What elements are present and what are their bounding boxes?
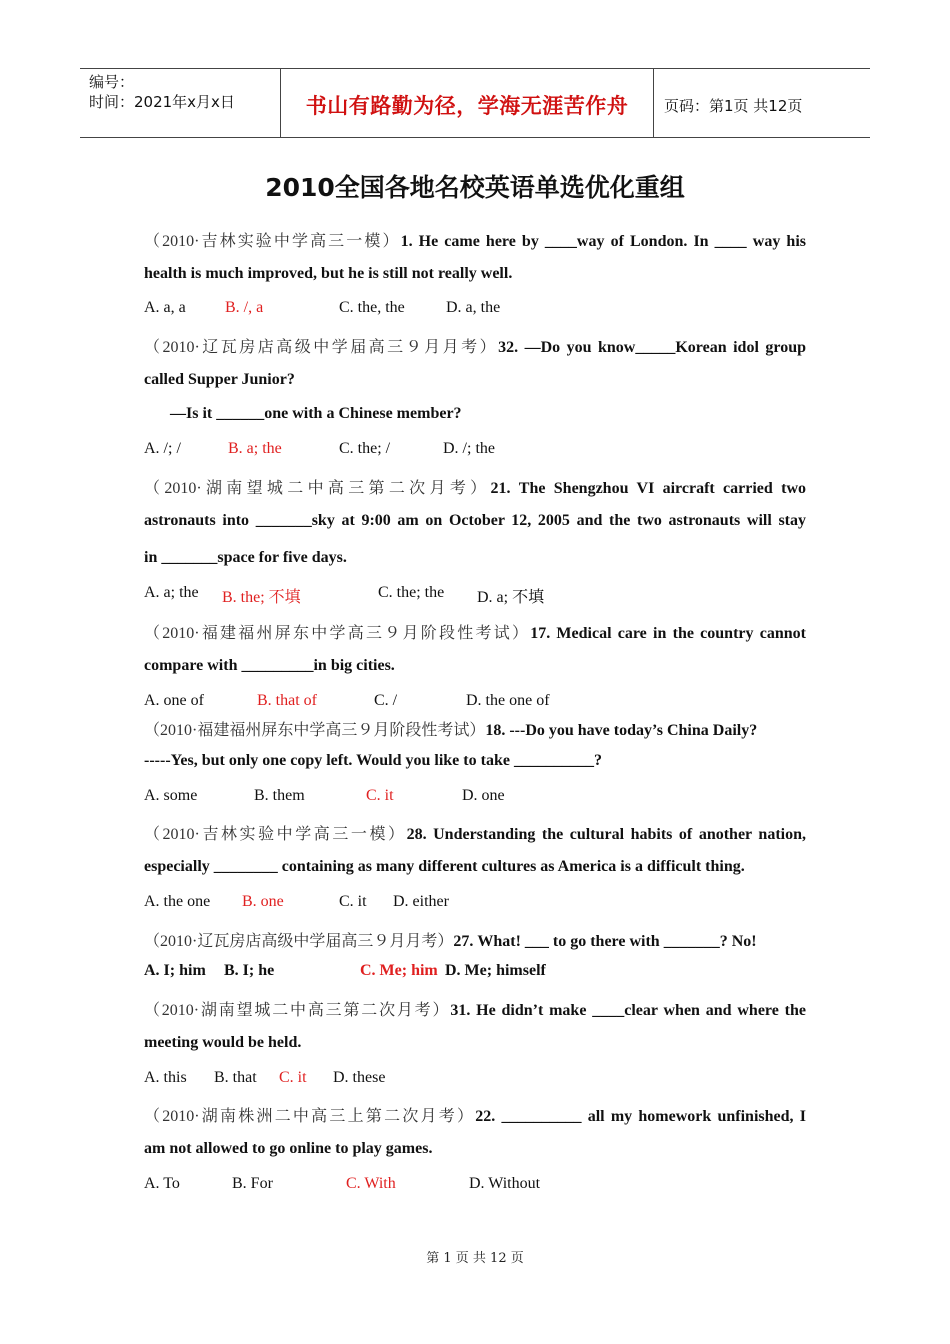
question-stem: 18. ---Do you have today’s China Daily?: [485, 722, 758, 739]
question-6-line-1: [144, 821, 806, 844]
option-d: D. these: [333, 1069, 386, 1086]
option-a: A. To: [144, 1175, 180, 1192]
option-a: A. /; /: [144, 440, 181, 457]
question-6-line-2: especially ________ containing as many different cultures as America is a difficult thing.: [144, 858, 745, 875]
question-2-line-2: called Supper Junior?: [144, 371, 295, 388]
option-d: D. Without: [469, 1175, 541, 1192]
option-b: B. I; he: [224, 962, 275, 979]
option-d: D. Me; himself: [445, 962, 546, 979]
question-9-line-1: [144, 1103, 806, 1126]
question-1-line-1: [144, 228, 806, 251]
question-source: （2010·吉林实验中学高三一模）: [144, 826, 407, 843]
header-number: 编号：: [89, 73, 135, 91]
question-1-line-2: health is much improved, but he is still not really well.: [144, 265, 513, 282]
option-a: A. I; him: [144, 962, 206, 979]
question-5-line-1: [144, 717, 806, 740]
question-7-line-1: [144, 928, 806, 951]
option-b-answer: B. a; the: [228, 440, 282, 457]
question-source: （2010·辽瓦房店高级中学届高三９月月考）: [144, 339, 499, 356]
question-4-line-1: [144, 620, 806, 643]
option-a: A. one of: [144, 692, 204, 709]
option-c-answer: C. Me; him: [360, 962, 438, 979]
header-time: 时间：2021年x月x日: [89, 93, 235, 111]
question-source: （2010·福建福州屏东中学高三９月阶段性考试）: [144, 625, 531, 642]
option-a: A. some: [144, 787, 198, 804]
question-2-line-3: —Is it ______one with a Chinese member?: [170, 405, 462, 422]
option-c-answer: C. it: [366, 787, 394, 804]
header-motto: 书山有路勤为径，学海无涯苦作舟: [281, 69, 654, 137]
question-stem: 21. The Shengzhou VI aircraft carried two: [490, 480, 806, 497]
question-3-line-3: in _______space for five days.: [144, 549, 347, 566]
option-a: A. the one: [144, 893, 211, 910]
option-d: D. /; the: [443, 440, 495, 457]
question-source: （2010·吉林实验中学高三一模）: [144, 233, 401, 250]
header-meta: [80, 69, 281, 137]
option-d: D. the one of: [466, 692, 550, 709]
question-source: （2010·湖南望城二中高三第二次月考）: [144, 480, 491, 497]
option-b: B. For: [232, 1175, 273, 1192]
page-footer: 第 1 页 共 12 页: [426, 1251, 524, 1266]
question-2-line-1: [144, 334, 806, 357]
question-4-line-2: compare with _________in big cities.: [144, 657, 395, 674]
question-stem: 27. What! ___ to go there with _______? No!: [453, 933, 757, 950]
option-c: C. it: [339, 893, 367, 910]
question-stem: 1. He came here by ____way of London. In ____ way his: [400, 233, 806, 250]
option-c-answer: C. With: [346, 1175, 396, 1192]
question-9-line-2: am not allowed to go online to play games.: [144, 1140, 433, 1157]
document-title: 2010全国各地名校英语单选优化重组: [265, 173, 685, 202]
option-d: D. either: [393, 893, 449, 910]
option-d: D. a; 不填: [477, 589, 545, 606]
option-c: C. /: [374, 692, 398, 709]
question-stem: 32. —Do you know_____Korean idol group: [498, 339, 806, 356]
page-header: [80, 68, 870, 138]
option-b: B. them: [254, 787, 305, 804]
header-page-info: 页码：第1页 共12页: [664, 96, 803, 115]
question-8-line-2: meeting would be held.: [144, 1034, 302, 1051]
question-source: （2010·福建福州屏东中学高三９月阶段性考试）: [144, 722, 486, 739]
option-c: C. the; /: [339, 440, 391, 457]
question-source: （2010·辽瓦房店高级中学届高三９月月考）: [144, 933, 454, 950]
question-stem: 31. He didn’t make ____clear when and where the: [450, 1002, 806, 1019]
question-3-line-1: [144, 475, 806, 498]
option-b-answer: B. one: [242, 893, 284, 910]
question-source: （2010·湖南株洲二中高三上第二次月考）: [144, 1108, 476, 1125]
option-c: C. the; the: [378, 584, 445, 601]
question-3-line-2: astronauts into _______sky at 9:00 am on October 12, 2005 and the two astronauts will stay: [144, 512, 806, 529]
option-c-answer: C. it: [279, 1069, 307, 1086]
option-b-answer: B. /, a: [225, 299, 264, 316]
question-stem: 17. Medical care in the country cannot: [530, 625, 806, 642]
question-stem: 28. Understanding the cultural habits of another nation,: [406, 826, 806, 843]
option-b-answer: B. that of: [257, 692, 317, 709]
option-a: A. a; the: [144, 584, 199, 601]
question-8-line-1: [144, 997, 806, 1020]
option-d: D. a, the: [446, 299, 501, 316]
option-a: A. this: [144, 1069, 187, 1086]
question-stem: 22. __________ all my homework unfinished, I: [475, 1108, 806, 1125]
option-b-answer: B. the; 不填: [222, 589, 301, 606]
option-b: B. that: [214, 1069, 257, 1086]
option-d: D. one: [462, 787, 505, 804]
option-c: C. the, the: [339, 299, 405, 316]
option-a: A. a, a: [144, 299, 186, 316]
question-5-line-2: -----Yes, but only one copy left. Would you like to take __________?: [144, 752, 602, 769]
question-source: （2010·湖南望城二中高三第二次月考）: [144, 1002, 451, 1019]
